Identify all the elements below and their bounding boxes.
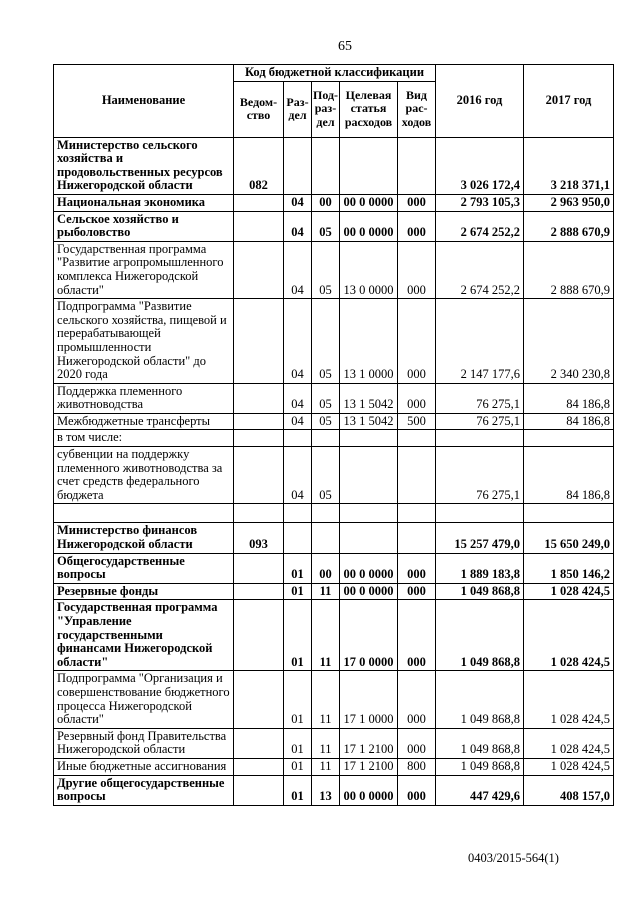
row-vedomstvo-cell: [234, 430, 284, 447]
row-vedomstvo-cell: [234, 447, 284, 504]
row-2017-cell: 15 650 249,0: [524, 523, 614, 553]
row-vedomstvo-cell: 082: [234, 137, 284, 194]
row-podrazdel-cell: 05: [312, 211, 340, 241]
row-vedomstvo-cell: [234, 758, 284, 775]
row-vid-cell: 000: [398, 194, 436, 211]
header-2016: 2016 год: [436, 65, 524, 138]
row-target-cell: 17 1 2100: [340, 728, 398, 758]
row-podrazdel-cell: 11: [312, 671, 340, 728]
row-target-cell: 00 0 0000: [340, 775, 398, 805]
row-vedomstvo-cell: [234, 583, 284, 600]
row-target-cell: 13 0 0000: [340, 241, 398, 298]
row-2016-cell: 2 793 105,3: [436, 194, 524, 211]
header-2017: 2017 год: [524, 65, 614, 138]
row-target-cell: 13 1 5042: [340, 413, 398, 430]
table-row: [54, 728, 614, 758]
row-2016-cell: 2 674 252,2: [436, 211, 524, 241]
row-podrazdel-cell: 11: [312, 583, 340, 600]
row-name-cell: Резервные фонды: [54, 583, 234, 600]
row-2017-cell: 2 963 950,0: [524, 194, 614, 211]
row-name-cell: Национальная экономика: [54, 194, 234, 211]
row-vid-cell: 500: [398, 413, 436, 430]
header-vedomstvo: Ведом-ство: [234, 81, 284, 137]
row-podrazdel-cell: 05: [312, 299, 340, 384]
row-name-cell: Поддержка племенного животноводства: [54, 383, 234, 413]
row-name-cell: в том числе:: [54, 430, 234, 447]
row-2017-cell: 1 028 424,5: [524, 600, 614, 671]
row-2017-cell: 3 218 371,1: [524, 137, 614, 194]
row-name-cell: Государственная программа "Управление государственными финансами Нижегородской области": [54, 600, 234, 671]
row-razdel-cell: 04: [284, 413, 312, 430]
row-vedomstvo-cell: 093: [234, 523, 284, 553]
row-name-cell: Министерство финансов Нижегородской области: [54, 523, 234, 553]
row-razdel-cell: 01: [284, 583, 312, 600]
row-podrazdel-cell: [312, 137, 340, 194]
table-row: [54, 447, 614, 504]
header-name: Наименование: [54, 65, 234, 138]
row-vid-cell: [398, 523, 436, 553]
budget-table: [53, 64, 614, 806]
row-razdel-cell: [284, 137, 312, 194]
row-name-cell: Подпрограмма "Развитие сельского хозяйства, пищевой и перерабатывающей промышленности Нижегородской области" до 2020 года: [54, 299, 234, 384]
table-row: [54, 523, 614, 553]
table-row: [54, 383, 614, 413]
row-vid-cell: 800: [398, 758, 436, 775]
row-2017-cell: [524, 504, 614, 523]
row-podrazdel-cell: [312, 504, 340, 523]
row-podrazdel-cell: 11: [312, 728, 340, 758]
row-vid-cell: 000: [398, 299, 436, 384]
row-target-cell: 00 0 0000: [340, 553, 398, 583]
row-target-cell: [340, 137, 398, 194]
row-target-cell: 13 1 0000: [340, 299, 398, 384]
row-2017-cell: 2 888 670,9: [524, 241, 614, 298]
row-vid-cell: 000: [398, 600, 436, 671]
row-2016-cell: 1 049 868,8: [436, 758, 524, 775]
row-razdel-cell: 01: [284, 775, 312, 805]
table-row: [54, 430, 614, 447]
row-2017-cell: 84 186,8: [524, 383, 614, 413]
row-podrazdel-cell: [312, 523, 340, 553]
row-2017-cell: 84 186,8: [524, 413, 614, 430]
row-vid-cell: [398, 430, 436, 447]
row-2016-cell: 2 147 177,6: [436, 299, 524, 384]
row-razdel-cell: 01: [284, 553, 312, 583]
row-vedomstvo-cell: [234, 553, 284, 583]
row-2016-cell: 1 049 868,8: [436, 583, 524, 600]
row-vid-cell: 000: [398, 583, 436, 600]
table-row: [54, 600, 614, 671]
row-podrazdel-cell: 05: [312, 383, 340, 413]
row-2016-cell: 76 275,1: [436, 383, 524, 413]
row-2016-cell: 1 049 868,8: [436, 600, 524, 671]
row-name-cell: Подпрограмма "Организация и совершенствование бюджетного процесса Нижегородской области": [54, 671, 234, 728]
row-vedomstvo-cell: [234, 775, 284, 805]
header-vid: Вид рас-ходов: [398, 81, 436, 137]
row-razdel-cell: 04: [284, 194, 312, 211]
table-row: [54, 775, 614, 805]
row-name-cell: Сельское хозяйство и рыболовство: [54, 211, 234, 241]
row-target-cell: [340, 504, 398, 523]
row-vedomstvo-cell: [234, 413, 284, 430]
row-podrazdel-cell: 11: [312, 758, 340, 775]
row-2016-cell: 76 275,1: [436, 447, 524, 504]
row-2016-cell: 15 257 479,0: [436, 523, 524, 553]
row-podrazdel-cell: 00: [312, 553, 340, 583]
row-2016-cell: 1 049 868,8: [436, 728, 524, 758]
footer-code: 0403/2015-564(1): [468, 851, 559, 865]
row-target-cell: 00 0 0000: [340, 211, 398, 241]
row-razdel-cell: 04: [284, 299, 312, 384]
row-vedomstvo-cell: [234, 728, 284, 758]
row-vid-cell: [398, 447, 436, 504]
row-razdel-cell: 04: [284, 241, 312, 298]
table-row: [54, 137, 614, 194]
row-razdel-cell: 01: [284, 728, 312, 758]
row-name-cell: Другие общегосударственные вопросы: [54, 775, 234, 805]
row-name-cell: Резервный фонд Правительства Нижегородской области: [54, 728, 234, 758]
row-razdel-cell: [284, 430, 312, 447]
row-podrazdel-cell: 05: [312, 447, 340, 504]
table-body: [54, 137, 614, 805]
row-razdel-cell: 04: [284, 447, 312, 504]
row-2017-cell: 2 340 230,8: [524, 299, 614, 384]
row-2016-cell: 2 674 252,2: [436, 241, 524, 298]
table-row: [54, 504, 614, 523]
row-vedomstvo-cell: [234, 299, 284, 384]
row-name-cell: Иные бюджетные ассигнования: [54, 758, 234, 775]
row-name-cell: [54, 504, 234, 523]
row-target-cell: 17 0 0000: [340, 600, 398, 671]
row-2016-cell: 76 275,1: [436, 413, 524, 430]
row-vedomstvo-cell: [234, 194, 284, 211]
row-target-cell: 00 0 0000: [340, 194, 398, 211]
row-2016-cell: 1 049 868,8: [436, 671, 524, 728]
row-2017-cell: 1 028 424,5: [524, 671, 614, 728]
row-target-cell: 17 1 0000: [340, 671, 398, 728]
row-vid-cell: 000: [398, 671, 436, 728]
row-name-cell: Министерство сельского хозяйства и продовольственных ресурсов Нижегородской области: [54, 137, 234, 194]
row-razdel-cell: [284, 523, 312, 553]
row-podrazdel-cell: 13: [312, 775, 340, 805]
header-code-group: Код бюджетной классификации: [234, 65, 436, 82]
row-2017-cell: 1 850 146,2: [524, 553, 614, 583]
row-2016-cell: 1 889 183,8: [436, 553, 524, 583]
row-vedomstvo-cell: [234, 504, 284, 523]
row-2017-cell: 408 157,0: [524, 775, 614, 805]
row-razdel-cell: 04: [284, 211, 312, 241]
row-vid-cell: 000: [398, 241, 436, 298]
page-number: 65: [338, 39, 352, 54]
row-vedomstvo-cell: [234, 671, 284, 728]
table-row: [54, 194, 614, 211]
header-target: Целевая статья расходов: [340, 81, 398, 137]
row-2016-cell: [436, 504, 524, 523]
row-podrazdel-cell: [312, 430, 340, 447]
row-vid-cell: 000: [398, 728, 436, 758]
row-name-cell: Государственная программа "Развитие агропромышленного комплекса Нижегородской области": [54, 241, 234, 298]
row-target-cell: 00 0 0000: [340, 583, 398, 600]
row-vid-cell: [398, 504, 436, 523]
row-2016-cell: [436, 430, 524, 447]
row-vid-cell: 000: [398, 775, 436, 805]
table-row: [54, 553, 614, 583]
row-2017-cell: [524, 430, 614, 447]
table-row: [54, 211, 614, 241]
header-row-1: [54, 65, 614, 82]
row-razdel-cell: [284, 504, 312, 523]
header-razdel: Раз-дел: [284, 81, 312, 137]
row-target-cell: [340, 447, 398, 504]
row-target-cell: [340, 523, 398, 553]
row-podrazdel-cell: 05: [312, 241, 340, 298]
row-razdel-cell: 01: [284, 671, 312, 728]
table-row: [54, 758, 614, 775]
row-2017-cell: 1 028 424,5: [524, 758, 614, 775]
row-name-cell: Общегосударственные вопросы: [54, 553, 234, 583]
row-2017-cell: 84 186,8: [524, 447, 614, 504]
row-vedomstvo-cell: [234, 383, 284, 413]
row-target-cell: 13 1 5042: [340, 383, 398, 413]
table-row: [54, 299, 614, 384]
row-vid-cell: [398, 137, 436, 194]
row-vid-cell: 000: [398, 383, 436, 413]
header-podrazdel: Под-раз-дел: [312, 81, 340, 137]
row-2016-cell: 3 026 172,4: [436, 137, 524, 194]
row-vedomstvo-cell: [234, 211, 284, 241]
row-podrazdel-cell: 11: [312, 600, 340, 671]
row-2016-cell: 447 429,6: [436, 775, 524, 805]
table-row: [54, 413, 614, 430]
row-target-cell: [340, 430, 398, 447]
row-2017-cell: 1 028 424,5: [524, 728, 614, 758]
row-2017-cell: 1 028 424,5: [524, 583, 614, 600]
row-podrazdel-cell: 00: [312, 194, 340, 211]
row-name-cell: Межбюджетные трансферты: [54, 413, 234, 430]
row-vedomstvo-cell: [234, 241, 284, 298]
row-razdel-cell: 01: [284, 758, 312, 775]
table-row: [54, 583, 614, 600]
row-podrazdel-cell: 05: [312, 413, 340, 430]
table-row: [54, 671, 614, 728]
table-row: [54, 241, 614, 298]
row-razdel-cell: 01: [284, 600, 312, 671]
row-vid-cell: 000: [398, 211, 436, 241]
row-razdel-cell: 04: [284, 383, 312, 413]
row-2017-cell: 2 888 670,9: [524, 211, 614, 241]
row-vedomstvo-cell: [234, 600, 284, 671]
row-name-cell: субвенции на поддержку племенного животноводства за счет средств федерального бюджета: [54, 447, 234, 504]
row-vid-cell: 000: [398, 553, 436, 583]
row-target-cell: 17 1 2100: [340, 758, 398, 775]
